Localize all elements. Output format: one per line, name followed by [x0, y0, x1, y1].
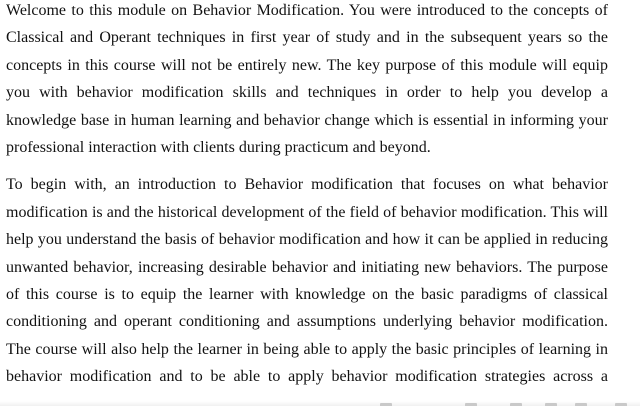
text-line: you with behavior modification skills and techniques in order to help you develop a	[6, 84, 608, 102]
text-line: concepts in this course will not be entirely new. The key purpose of this module will equip	[6, 56, 608, 74]
paragraph-overview	[6, 171, 608, 390]
text-line: professional interaction with clients during practicum and beyond.	[6, 139, 431, 157]
text-line: Welcome to this module on Behavior Modification. You were introduced to the concepts of	[6, 2, 608, 19]
text-line: knowledge base in human learning and behavior change which is essential in informing your	[6, 111, 608, 129]
text-line: conditioning and operant conditioning and assumptions underlying behavior modification.	[6, 313, 608, 331]
text-line: of this course is to equip the learner with knowledge on the basic paradigms of classical	[6, 286, 608, 304]
text-line: unwanted behavior, increasing desirable behavior and initiating new behaviors. The purpose	[6, 258, 608, 276]
text-line: modification is and the historical development of the field of behavior modification. This will	[6, 203, 608, 221]
text-line: help you understand the basis of behavior modification and how it can be applied in reducing	[6, 231, 608, 249]
text-line: The course will also help the learner in being able to apply the basic principles of learning in	[6, 340, 608, 358]
viewer-bottom-toolbar	[0, 401, 640, 406]
document-body	[6, 0, 608, 391]
text-line: To begin with, an introduction to Behavior modification that focuses on what behavior	[6, 176, 608, 194]
text-line: behavior modification and to be able to apply behavior modification strategies across a	[6, 368, 608, 386]
paragraph-intro	[6, 0, 608, 161]
text-line: Classical and Operant techniques in first year of study and in the subsequent years so the	[6, 29, 608, 47]
